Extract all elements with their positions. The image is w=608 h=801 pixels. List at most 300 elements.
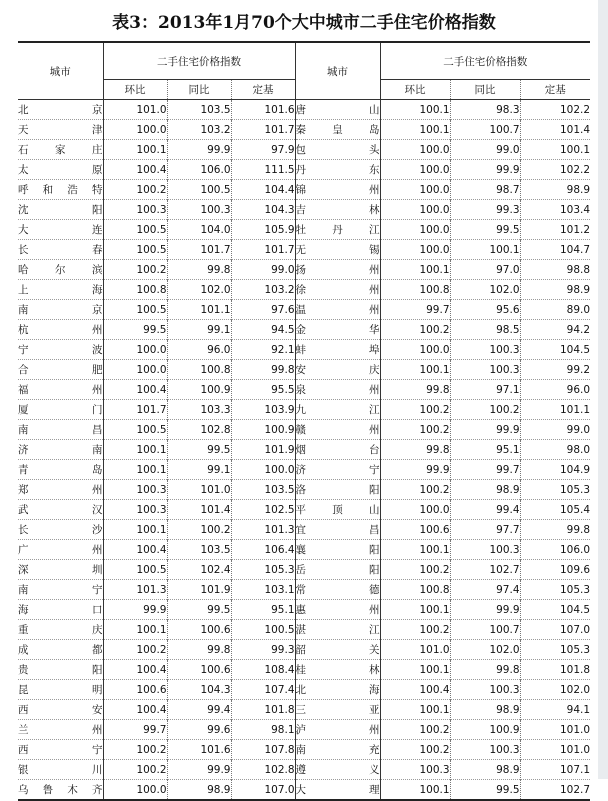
base-value: 106.4 [231,540,295,560]
base-value: 99.3 [231,640,295,660]
mom-value: 100.0 [380,340,450,360]
yoy-value: 102.7 [450,560,520,580]
base-value: 105.3 [231,560,295,580]
city-name: 泉州 [295,380,380,400]
mom-value: 100.3 [103,200,167,220]
city-name: 北京 [18,104,103,116]
yoy-value: 101.9 [167,580,231,600]
table-row [18,760,590,780]
left-mom-header: 环比 [103,80,167,100]
mom-value: 99.9 [103,600,167,620]
base-value: 99.0 [231,260,295,280]
base-value: 99.8 [520,520,590,540]
mom-value: 100.1 [380,360,450,380]
city-name: 合肥 [18,360,103,380]
city-name: 南昌 [18,420,103,440]
city-name: 包头 [295,140,380,160]
table-body [18,100,590,801]
table-row [18,600,590,620]
yoy-value: 101.0 [167,480,231,500]
yoy-value: 99.5 [167,440,231,460]
city-name: 昆明 [18,680,103,700]
city-name: 烟台 [295,440,380,460]
base-value: 101.9 [231,440,295,460]
yoy-value: 98.9 [450,700,520,720]
yoy-value: 99.9 [167,760,231,780]
city-name: 南宁 [18,580,103,600]
city-name: 杭州 [18,320,103,340]
yoy-value: 102.0 [450,640,520,660]
mom-value: 100.5 [103,420,167,440]
base-value: 103.4 [520,200,590,220]
mom-value: 101.7 [103,400,167,420]
table-row [18,160,590,180]
yoy-value: 99.0 [450,140,520,160]
yoy-value: 100.9 [450,720,520,740]
yoy-value: 100.3 [167,200,231,220]
base-value: 101.3 [231,520,295,540]
yoy-value: 101.6 [167,740,231,760]
table-row [18,180,590,200]
yoy-value: 100.7 [450,620,520,640]
yoy-value: 99.8 [167,260,231,280]
yoy-value: 99.4 [167,700,231,720]
mom-value: 99.8 [380,440,450,460]
mom-value: 100.8 [380,580,450,600]
mom-value: 100.3 [380,760,450,780]
table-row [18,640,590,660]
base-value: 100.1 [520,140,590,160]
mom-value: 100.1 [380,600,450,620]
base-value: 107.8 [231,740,295,760]
table-row [18,680,590,700]
mom-value: 100.1 [103,460,167,480]
base-value: 99.0 [520,420,590,440]
base-value: 107.0 [231,780,295,801]
base-value: 100.5 [231,620,295,640]
table-row [18,320,590,340]
yoy-value: 99.9 [450,600,520,620]
mom-value: 99.7 [380,300,450,320]
mom-value: 100.3 [103,480,167,500]
mom-value: 100.8 [103,280,167,300]
mom-value: 100.4 [103,660,167,680]
table-row [18,220,590,240]
yoy-value: 100.3 [450,340,520,360]
left-group-header: 二手住宅价格指数 [103,42,295,80]
base-value: 98.1 [231,720,295,740]
city-name: 乌鲁木齐 [18,780,103,801]
city-name: 呼和浩特 [18,180,103,200]
city-name: 西安 [18,700,103,720]
base-value: 100.0 [231,460,295,480]
right-mom-header: 环比 [380,80,450,100]
city-name: 成都 [18,640,103,660]
city-name: 温州 [295,300,380,320]
mom-value: 99.9 [380,460,450,480]
mom-value: 100.1 [103,440,167,460]
base-value: 102.2 [520,160,590,180]
mom-value: 100.1 [380,120,450,140]
yoy-value: 99.5 [167,600,231,620]
city-name: 南京 [18,300,103,320]
base-value: 102.7 [520,780,590,801]
city-name: 长春 [18,240,103,260]
right-group-header: 二手住宅价格指数 [380,42,590,80]
city-name: 南充 [295,740,380,760]
base-value: 102.5 [231,500,295,520]
mom-value: 100.0 [380,240,450,260]
city-name: 石家庄 [18,140,103,160]
city-name: 三亚 [295,700,380,720]
base-value: 102.0 [520,680,590,700]
base-value: 108.4 [231,660,295,680]
table-row [18,380,590,400]
base-value: 97.6 [231,300,295,320]
city-name: 沈阳 [18,200,103,220]
base-value: 105.3 [520,640,590,660]
city-name: 西宁 [18,740,103,760]
city-name: 大理 [295,780,380,801]
mom-value: 100.2 [103,640,167,660]
city-name: 济南 [18,440,103,460]
mom-value: 100.2 [380,480,450,500]
mom-value: 100.2 [380,740,450,760]
base-value: 102.2 [520,100,590,120]
yoy-value: 103.5 [167,540,231,560]
base-value: 94.5 [231,320,295,340]
city-name: 秦皇岛 [295,120,380,140]
mom-value: 100.5 [103,240,167,260]
base-value: 101.2 [520,220,590,240]
table-row [18,520,590,540]
yoy-value: 100.6 [167,660,231,680]
yoy-value: 99.8 [167,640,231,660]
city-name: 海口 [18,600,103,620]
city-name: 金华 [295,320,380,340]
table-row [18,200,590,220]
yoy-value: 95.6 [450,300,520,320]
mom-value: 100.2 [103,260,167,280]
base-value: 101.4 [520,120,590,140]
mom-value: 99.8 [380,380,450,400]
yoy-value: 102.8 [167,420,231,440]
base-value: 104.4 [231,180,295,200]
yoy-value: 103.3 [167,400,231,420]
base-value: 104.3 [231,200,295,220]
mom-value: 100.0 [380,200,450,220]
yoy-value: 96.0 [167,340,231,360]
table-row [18,580,590,600]
city-name: 无锡 [295,240,380,260]
yoy-value: 100.3 [450,540,520,560]
city-name: 青岛 [18,460,103,480]
base-value: 99.2 [520,360,590,380]
city-name: 唐山 [295,100,380,120]
base-value: 98.0 [520,440,590,460]
city-name: 泸州 [295,720,380,740]
table-row [18,400,590,420]
yoy-value: 100.8 [167,360,231,380]
base-value: 101.8 [520,660,590,680]
mom-value: 100.4 [103,160,167,180]
city-name: 岳阳 [295,560,380,580]
mom-value: 101.3 [103,580,167,600]
mom-value: 100.0 [380,180,450,200]
yoy-value: 99.4 [450,500,520,520]
yoy-value: 99.9 [450,160,520,180]
base-value: 105.3 [520,480,590,500]
city-name: 牡丹江 [295,220,380,240]
base-value: 103.9 [231,400,295,420]
base-value: 101.8 [231,700,295,720]
yoy-value: 99.8 [450,660,520,680]
mom-value: 100.0 [103,780,167,801]
yoy-value: 100.3 [450,360,520,380]
left-base-header: 定基 [231,80,295,100]
city-name: 福州 [18,380,103,400]
mom-value: 100.6 [380,520,450,540]
city-name: 桂林 [295,660,380,680]
mom-value: 100.2 [380,420,450,440]
table-row [18,620,590,640]
mom-value: 100.2 [103,760,167,780]
yoy-value: 103.5 [167,100,231,120]
mom-value: 100.2 [380,720,450,740]
table-row [18,100,590,120]
city-name: 惠州 [295,600,380,620]
yoy-value: 104.0 [167,220,231,240]
mom-value: 100.0 [380,500,450,520]
table-row [18,300,590,320]
yoy-value: 101.7 [167,240,231,260]
yoy-value: 98.5 [450,320,520,340]
city-name: 九江 [295,400,380,420]
mom-value: 100.1 [380,100,450,120]
yoy-value: 98.7 [450,180,520,200]
scrollbar-track[interactable] [598,0,608,779]
city-name: 哈尔滨 [18,260,103,280]
mom-value: 100.1 [380,780,450,801]
city-name: 兰州 [18,720,103,740]
base-value: 100.9 [231,420,295,440]
base-value: 94.2 [520,320,590,340]
mom-value: 100.2 [380,620,450,640]
base-value: 102.8 [231,760,295,780]
left-city-header: 城市 [18,42,103,100]
yoy-value: 100.6 [167,620,231,640]
city-name: 蚌埠 [295,340,380,360]
base-value: 98.9 [520,280,590,300]
city-name: 赣州 [295,420,380,440]
yoy-value: 98.9 [450,760,520,780]
mom-value: 100.5 [103,560,167,580]
mom-value: 100.0 [380,160,450,180]
yoy-value: 99.9 [450,420,520,440]
yoy-value: 100.1 [450,240,520,260]
table-row [18,420,590,440]
city-name: 郑州 [18,480,103,500]
base-value: 94.1 [520,700,590,720]
yoy-value: 100.3 [450,740,520,760]
yoy-value: 100.3 [450,680,520,700]
yoy-value: 102.0 [167,280,231,300]
city-name: 大连 [18,220,103,240]
table-row [18,480,590,500]
table-row [18,700,590,720]
table-row [18,560,590,580]
table-row [18,500,590,520]
mom-value: 100.8 [380,280,450,300]
yoy-value: 100.7 [450,120,520,140]
mom-value: 100.2 [103,180,167,200]
table-title: 表3：2013年1月70个大中城市二手住宅价格指数 [112,13,496,33]
table-row [18,740,590,760]
mom-value: 101.0 [380,640,450,660]
base-value: 99.8 [231,360,295,380]
city-name: 湛江 [295,620,380,640]
city-name: 宁波 [18,340,103,360]
city-name: 济宁 [295,460,380,480]
city-name: 上海 [18,280,103,300]
base-value: 101.6 [231,100,295,120]
base-value: 107.1 [520,760,590,780]
base-value: 105.4 [520,500,590,520]
base-value: 111.5 [231,160,295,180]
city-name: 襄阳 [295,540,380,560]
mom-value: 100.2 [380,560,450,580]
city-name: 洛阳 [295,480,380,500]
yoy-value: 100.2 [167,520,231,540]
mom-value: 100.4 [103,380,167,400]
yoy-value: 97.7 [450,520,520,540]
yoy-value: 101.4 [167,500,231,520]
base-value: 95.5 [231,380,295,400]
city-name: 扬州 [295,260,380,280]
yoy-value: 97.0 [450,260,520,280]
table-row [18,660,590,680]
yoy-value: 99.5 [450,780,520,801]
mom-value: 100.1 [380,260,450,280]
base-value: 98.9 [520,180,590,200]
mom-value: 100.2 [380,320,450,340]
mom-value: 100.5 [103,300,167,320]
mom-value: 100.0 [103,340,167,360]
city-name: 吉林 [295,200,380,220]
yoy-value: 99.7 [450,460,520,480]
table-row [18,540,590,560]
mom-value: 100.4 [380,680,450,700]
right-city-header: 城市 [295,42,380,100]
city-name: 重庆 [18,620,103,640]
city-name: 天津 [18,120,103,140]
yoy-value: 97.4 [450,580,520,600]
mom-value: 100.2 [103,740,167,760]
yoy-value: 99.5 [450,220,520,240]
table-row [18,120,590,140]
base-value: 105.9 [231,220,295,240]
base-value: 96.0 [520,380,590,400]
city-name: 太原 [18,160,103,180]
base-value: 109.6 [520,560,590,580]
base-value: 104.5 [520,340,590,360]
mom-value: 100.1 [380,660,450,680]
table-row [18,260,590,280]
mom-value: 100.2 [380,400,450,420]
mom-value: 100.0 [380,140,450,160]
table-row [18,780,590,801]
table-row [18,460,590,480]
yoy-value: 99.6 [167,720,231,740]
base-value: 107.0 [520,620,590,640]
base-value: 101.0 [520,740,590,760]
yoy-value: 100.2 [450,400,520,420]
city-name: 平顶山 [295,500,380,520]
right-base-header: 定基 [520,80,590,100]
yoy-value: 95.1 [450,440,520,460]
yoy-value: 102.4 [167,560,231,580]
mom-value: 100.1 [380,540,450,560]
mom-value: 100.0 [103,120,167,140]
city-name: 丹东 [295,160,380,180]
mom-value: 100.1 [103,620,167,640]
base-value: 107.4 [231,680,295,700]
city-name: 深圳 [18,560,103,580]
base-value: 98.8 [520,260,590,280]
base-value: 104.5 [520,600,590,620]
table-row [18,140,590,160]
base-value: 101.7 [231,240,295,260]
mom-value: 99.5 [103,320,167,340]
base-value: 104.7 [520,240,590,260]
right-yoy-header: 同比 [450,80,520,100]
city-name: 常德 [295,580,380,600]
yoy-value: 104.3 [167,680,231,700]
base-value: 101.0 [520,720,590,740]
base-value: 101.1 [520,400,590,420]
yoy-value: 98.3 [450,100,520,120]
base-value: 103.1 [231,580,295,600]
yoy-value: 100.9 [167,380,231,400]
yoy-value: 99.1 [167,460,231,480]
mom-value: 100.1 [103,140,167,160]
yoy-value: 97.1 [450,380,520,400]
base-value: 103.2 [231,280,295,300]
yoy-value: 100.5 [167,180,231,200]
base-value: 92.1 [231,340,295,360]
yoy-value: 99.9 [167,140,231,160]
base-value: 101.7 [231,120,295,140]
base-value: 103.5 [231,480,295,500]
city-name: 遵义 [295,760,380,780]
mom-value: 99.7 [103,720,167,740]
yoy-value: 99.3 [450,200,520,220]
price-index-table [18,41,590,801]
mom-value: 100.1 [380,700,450,720]
city-name: 徐州 [295,280,380,300]
yoy-value: 102.0 [450,280,520,300]
city-name: 银川 [18,760,103,780]
mom-value: 100.4 [103,540,167,560]
mom-value: 100.0 [380,220,450,240]
city-name: 广州 [18,540,103,560]
yoy-value: 106.0 [167,160,231,180]
yoy-value: 98.9 [450,480,520,500]
yoy-value: 99.1 [167,320,231,340]
yoy-value: 101.1 [167,300,231,320]
table-row [18,240,590,260]
city-name: 武汉 [18,500,103,520]
